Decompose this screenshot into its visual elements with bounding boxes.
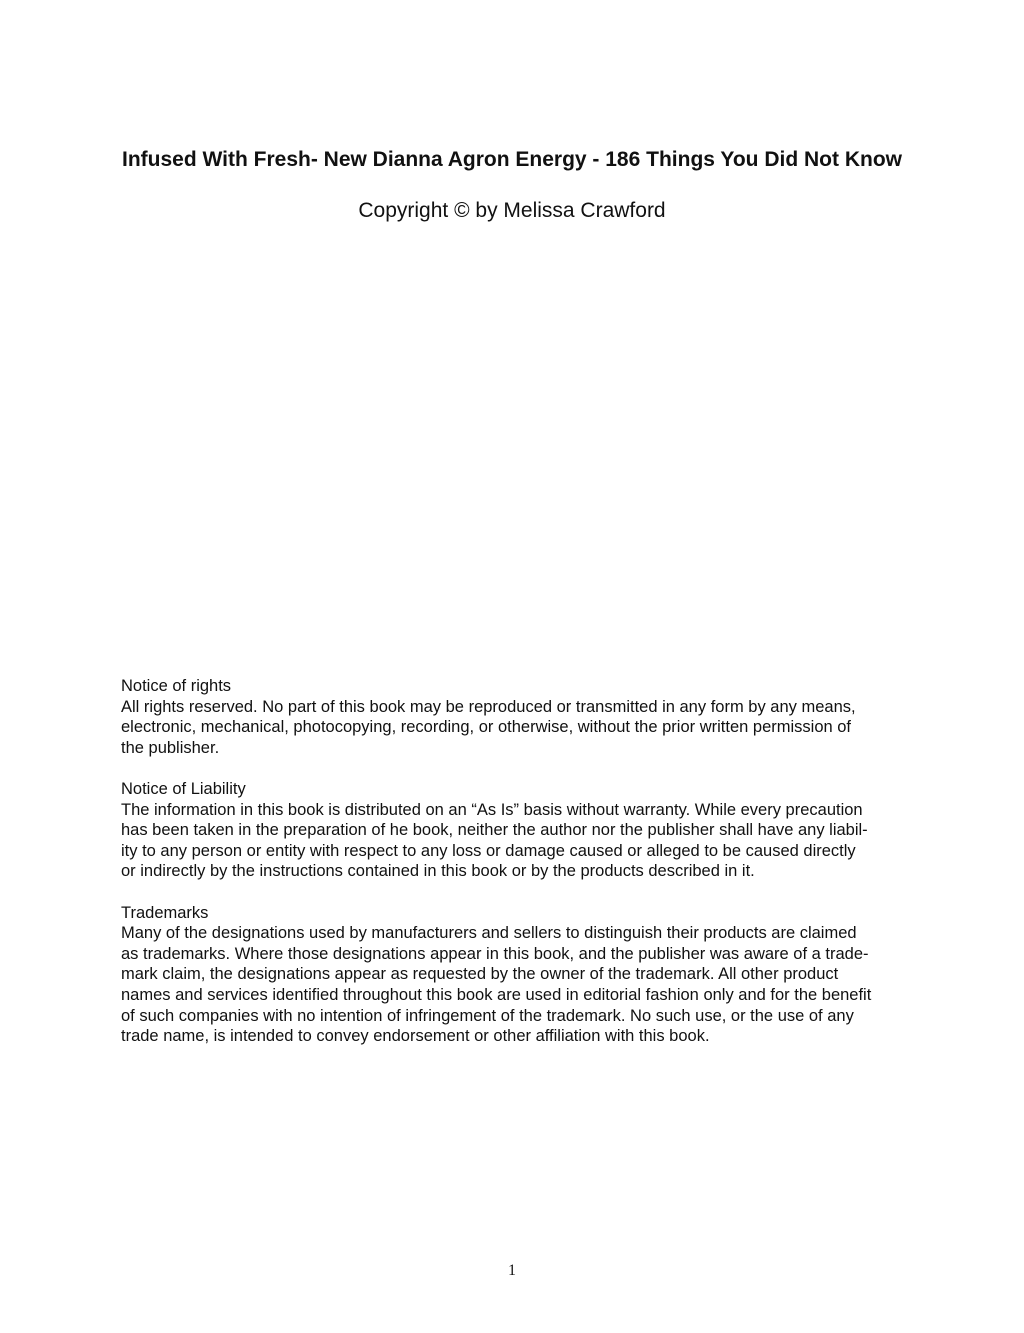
notice-of-liability-section (121, 779, 911, 882)
notice-of-liability-body: The information in this book is distributed on an “As Is” basis without warranty. While every precaution has been taken in the preparation of he book, neither the author nor the publisher shall have any liabil- ity to any person or entity with respect to any loss or damage caused or alleged to be caused directly or indirectly by the instructions contained in this book or by the products described in it. (121, 800, 868, 881)
notice-of-rights-section (121, 676, 911, 758)
book-title: Infused With Fresh- New Dianna Agron Energy - 186 Things You Did Not Know (122, 148, 902, 171)
notice-of-rights-heading: Notice of rights (121, 677, 232, 695)
legal-notices (121, 676, 911, 1067)
page-number: 1 (508, 1262, 516, 1279)
copyright-line: Copyright © by Melissa Crawford (358, 199, 666, 222)
trademarks-section (121, 903, 911, 1047)
notice-of-liability-heading: Notice of Liability (121, 779, 246, 798)
trademarks-heading: Trademarks (121, 903, 209, 922)
notice-of-rights-body: All rights reserved. No part of this book may be reproduced or transmitted in any form by any means, electronic, mechanical, photocopying, recording, or otherwise, without the prior written permission of the publisher. (121, 697, 856, 757)
trademarks-body: Many of the designations used by manufacturers and sellers to distinguish their products are claimed as trademarks. Where those designations appear in this book, and the publisher was aware of a trade- mark claim, the designations appear as requested by the owner of the trademark. All other product names and services identified throughout this book are used in editorial fashion only and for the benefit of such companies with no intention of infringement of the trademark. No such use, or the use of any trade name, is intended to convey endorsement or other affiliation with this book. (121, 924, 872, 1046)
